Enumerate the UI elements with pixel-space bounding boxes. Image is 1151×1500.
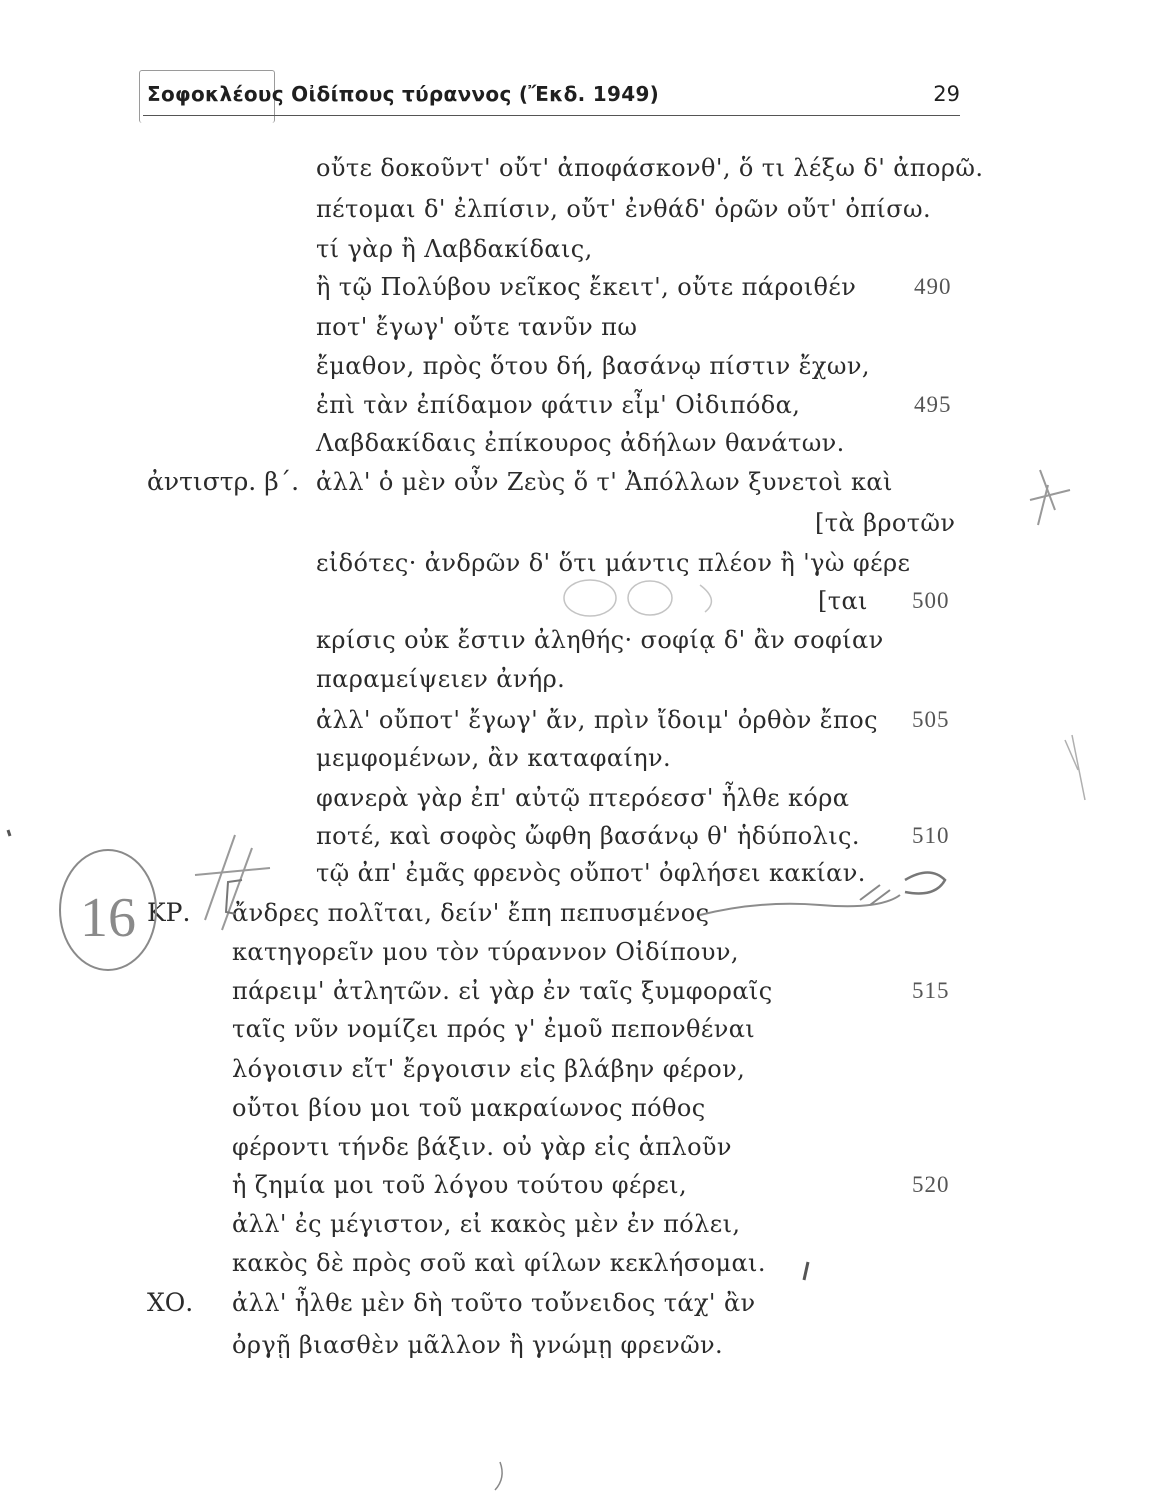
- verse-line-continuation: [ται: [818, 587, 868, 615]
- verse-line: ἔμαθον, πρὸς ὅτου δή, βασάνῳ πίστιν ἔχων,: [316, 352, 870, 380]
- line-number: 490: [914, 274, 952, 299]
- verse-line: παραμείψειεν ἀνήρ.: [316, 665, 566, 693]
- running-title: Σοφοκλέους Οἰδίπους τύραννος (Ἔκδ. 1949): [147, 82, 660, 106]
- circled-number: 16: [80, 887, 136, 949]
- verse-line: λόγοισιν εἴτ' ἔργοισιν εἰς βλάβην φέρον,: [232, 1055, 746, 1083]
- verse-line: εἰδότες· ἀνδρῶν δ' ὅτι μάντις πλέον ἢ 'γὼ φέρε: [316, 549, 911, 577]
- verse-line: ἡ ζημία μοι τοῦ λόγου τούτου φέρει,: [232, 1171, 688, 1199]
- line-number: 510: [912, 823, 950, 848]
- page-number: 29: [933, 82, 960, 106]
- verse-line: ποτ' ἔγωγ' οὔτε τανῦν πω: [316, 313, 638, 341]
- line-number: 500: [912, 588, 950, 613]
- speaker-kr: ΚΡ.: [147, 898, 191, 927]
- verse-line: ἀλλ' ἦλθε μὲν δὴ τοῦτο τοὔνειδος τάχ' ἂν: [232, 1289, 756, 1317]
- verse-line: ἀλλ' ἐς μέγιστον, εἰ κακὸς μὲν ἐν πόλει,: [232, 1210, 741, 1238]
- verse-line: τί γὰρ ἢ Λαβδακίδαις,: [316, 235, 593, 263]
- verse-line: ἐπὶ τὰν ἐπίδαμον φάτιν εἶμ' Οἰδιπόδα,: [316, 391, 801, 419]
- verse-line: ἀλλ' ὁ μὲν οὖν Ζεὺς ὅ τ' Ἀπόλλων ξυνετοὶ καὶ: [316, 468, 893, 496]
- antistrophe-label: ἀντιστρ. β΄.: [147, 467, 300, 496]
- header-rule: [143, 115, 960, 116]
- verse-line: κρίσις οὐκ ἔστιν ἀληθής· σοφίᾳ δ' ἂν σοφίαν: [316, 626, 884, 654]
- verse-line: ἢ τῷ Πολύβου νεῖκος ἔκειτ', οὔτε πάροιθέν: [316, 273, 857, 301]
- verse-line: οὔτοι βίου μοι τοῦ μακραίωνος πόθος: [232, 1094, 706, 1122]
- verse-line: οὔτε δοκοῦντ' οὔτ' ἀποφάσκονθ', ὅ τι λέξω δ' ἀπορῶ.: [316, 154, 984, 182]
- line-number: 495: [914, 392, 952, 417]
- line-number: 515: [912, 978, 950, 1003]
- speaker-xo: ΧΟ.: [147, 1288, 194, 1317]
- verse-line: ὀργῇ βιασθὲν μᾶλλον ἢ γνώμῃ φρενῶν.: [232, 1331, 724, 1359]
- verse-line: ἀλλ' οὔποτ' ἔγωγ' ἄν, πρὶν ἴδοιμ' ὀρθὸν ἔπος: [316, 706, 878, 734]
- line-number: 520: [912, 1172, 950, 1197]
- verse-line: φέροντι τήνδε βάξιν. οὐ γὰρ εἰς ἁπλοῦν: [232, 1133, 732, 1161]
- verse-line: πέτομαι δ' ἐλπίσιν, οὔτ' ἐνθάδ' ὁρῶν οὔτ' ὀπίσω.: [316, 195, 932, 223]
- verse-line: Λαβδακίδαις ἐπίκουρος ἀδήλων θανάτων.: [316, 429, 845, 457]
- verse-line: κακὸς δὲ πρὸς σοῦ καὶ φίλων κεκλήσομαι.: [232, 1249, 766, 1277]
- verse-line-continuation: [τὰ βροτῶν: [815, 509, 956, 537]
- verse-line: ἄνδρες πολῖται, δείν' ἔπη πεπυσμένος: [232, 899, 710, 927]
- verse-line: πάρειμ' ἀτλητῶν. εἰ γὰρ ἐν ταῖς ξυμφοραῖς: [232, 977, 773, 1005]
- verse-line: φανερὰ γὰρ ἐπ' αὐτῷ πτερόεσσ' ἦλθε κόρα: [316, 784, 850, 812]
- verse-line: ποτέ, καὶ σοφὸς ὤφθη βασάνῳ θ' ἡδύπολις.: [316, 822, 860, 850]
- verse-line: κατηγορεῖν μου τὸν τύραννον Οἰδίπουν,: [232, 938, 739, 966]
- circled-number-mark: [60, 850, 156, 970]
- verse-line: ταῖς νῦν νομίζει πρός γ' ἐμοῦ πεπονθέναι: [232, 1015, 756, 1043]
- line-number: 505: [912, 707, 950, 732]
- verse-line: μεμφομένων, ἂν καταφαίην.: [316, 744, 672, 772]
- verse-line: τῷ ἀπ' ἐμᾶς φρενὸς οὔποτ' ὀφλήσει κακίαν.: [316, 859, 866, 887]
- running-header: [147, 82, 960, 118]
